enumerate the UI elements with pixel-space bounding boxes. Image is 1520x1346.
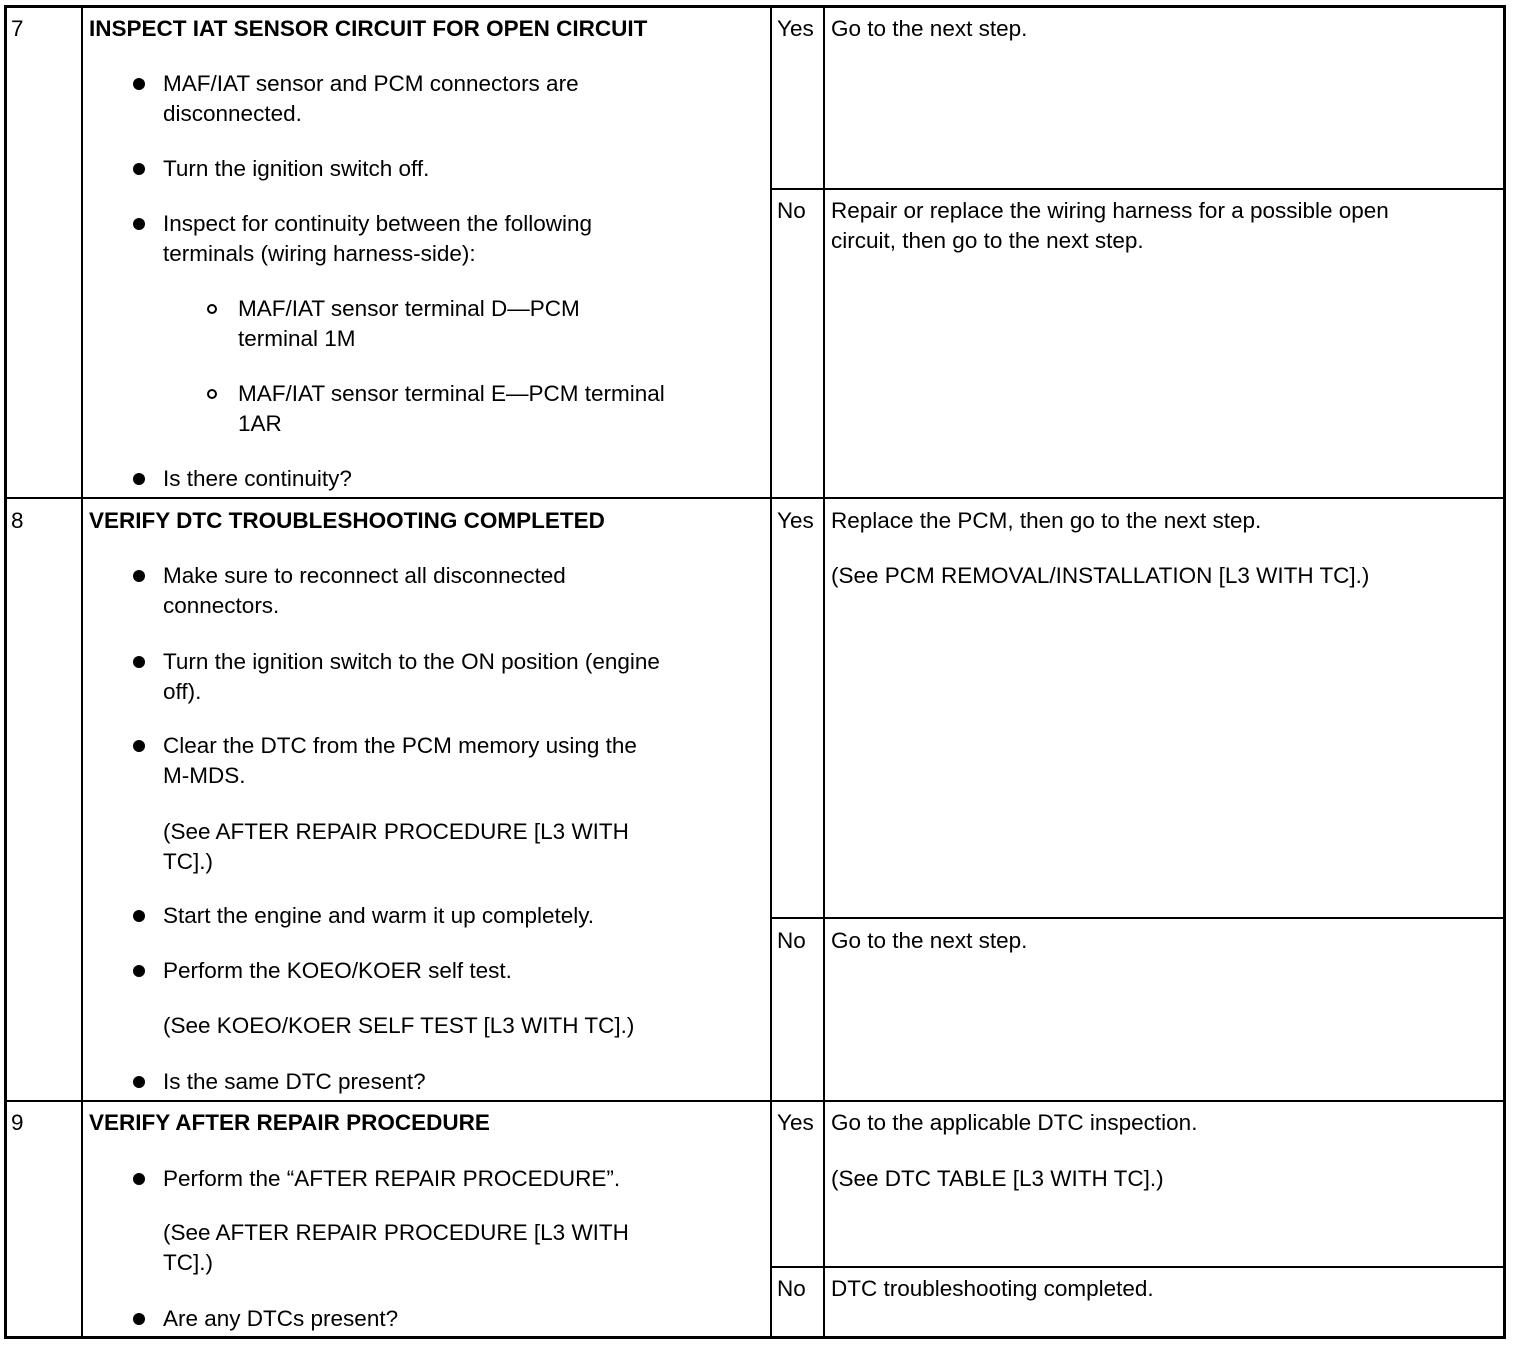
yes-label: Yes — [777, 508, 814, 533]
step-item: Is there continuity? — [163, 466, 352, 491]
column-divider — [770, 6, 772, 1338]
step-item: Perform the KOEO/KOER self test. — [163, 958, 512, 983]
sub-bullet-icon — [207, 304, 217, 314]
step-number: 7 — [11, 16, 24, 41]
step-subitem: MAF/IAT sensor terminal D—PCM — [238, 296, 580, 321]
bullet-icon — [133, 78, 145, 90]
step-item: Turn the ignition switch to the ON position (engine — [163, 649, 660, 674]
step-item: Turn the ignition switch off. — [163, 156, 430, 181]
row-divider — [5, 497, 1505, 499]
bullet-icon — [133, 570, 145, 582]
sub-bullet-icon — [207, 389, 217, 399]
step-note: (See AFTER REPAIR PROCEDURE [L3 WITH — [163, 1220, 629, 1245]
row-divider — [5, 1100, 1505, 1102]
no-label: No — [777, 928, 806, 953]
step-item: Start the engine and warm it up completely. — [163, 903, 595, 928]
yes-no-divider — [771, 1266, 1506, 1268]
step-item: Inspect for continuity between the following — [163, 211, 593, 236]
step-item: Clear the DTC from the PCM memory using the — [163, 733, 637, 758]
bullet-icon — [133, 910, 145, 922]
step-item: connectors. — [163, 593, 280, 618]
step-subitem: 1AR — [238, 411, 282, 436]
no-action: Repair or replace the wiring harness for a possible open — [831, 198, 1389, 223]
column-divider — [823, 6, 825, 1338]
bullet-icon — [133, 163, 145, 175]
step-item: Perform the “AFTER REPAIR PROCEDURE”. — [163, 1166, 621, 1191]
no-label: No — [777, 198, 806, 223]
no-action: circuit, then go to the next step. — [831, 228, 1144, 253]
bullet-icon — [133, 1076, 145, 1088]
step-item: M-MDS. — [163, 763, 246, 788]
no-label: No — [777, 1276, 806, 1301]
bullet-icon — [133, 218, 145, 230]
step-note: TC].) — [163, 1250, 213, 1275]
step-title: VERIFY DTC TROUBLESHOOTING COMPLETED — [89, 508, 605, 533]
yes-no-divider — [771, 917, 1506, 919]
yes-note: (See DTC TABLE [L3 WITH TC].) — [831, 1166, 1164, 1191]
yes-action: Go to the applicable DTC inspection. — [831, 1110, 1198, 1135]
step-title: INSPECT IAT SENSOR CIRCUIT FOR OPEN CIRCUIT — [89, 16, 648, 41]
step-note: (See KOEO/KOER SELF TEST [L3 WITH TC].) — [163, 1013, 635, 1038]
bullet-icon — [133, 473, 145, 485]
bullet-icon — [133, 1173, 145, 1185]
step-number: 9 — [11, 1110, 24, 1135]
step-note: TC].) — [163, 849, 213, 874]
no-action: DTC troubleshooting completed. — [831, 1276, 1154, 1301]
step-item: Is the same DTC present? — [163, 1069, 426, 1094]
step-subitem: terminal 1M — [238, 326, 356, 351]
bullet-icon — [133, 965, 145, 977]
no-action: Go to the next step. — [831, 928, 1028, 953]
yes-label: Yes — [777, 16, 814, 41]
step-item: MAF/IAT sensor and PCM connectors are — [163, 71, 579, 96]
step-item: off). — [163, 679, 202, 704]
step-number: 8 — [11, 508, 24, 533]
yes-no-divider — [771, 188, 1506, 190]
yes-label: Yes — [777, 1110, 814, 1135]
step-title: VERIFY AFTER REPAIR PROCEDURE — [89, 1110, 490, 1135]
step-note: (See AFTER REPAIR PROCEDURE [L3 WITH — [163, 819, 629, 844]
yes-note: (See PCM REMOVAL/INSTALLATION [L3 WITH TC].) — [831, 563, 1370, 588]
yes-action: Go to the next step. — [831, 16, 1028, 41]
bullet-icon — [133, 740, 145, 752]
yes-action: Replace the PCM, then go to the next step. — [831, 508, 1262, 533]
step-item: Make sure to reconnect all disconnected — [163, 563, 566, 588]
bullet-icon — [133, 656, 145, 668]
step-item: disconnected. — [163, 101, 302, 126]
step-item: Are any DTCs present? — [163, 1306, 399, 1331]
column-divider — [81, 6, 83, 1338]
bullet-icon — [133, 1313, 145, 1325]
step-item: terminals (wiring harness-side): — [163, 241, 476, 266]
step-subitem: MAF/IAT sensor terminal E—PCM terminal — [238, 381, 665, 406]
